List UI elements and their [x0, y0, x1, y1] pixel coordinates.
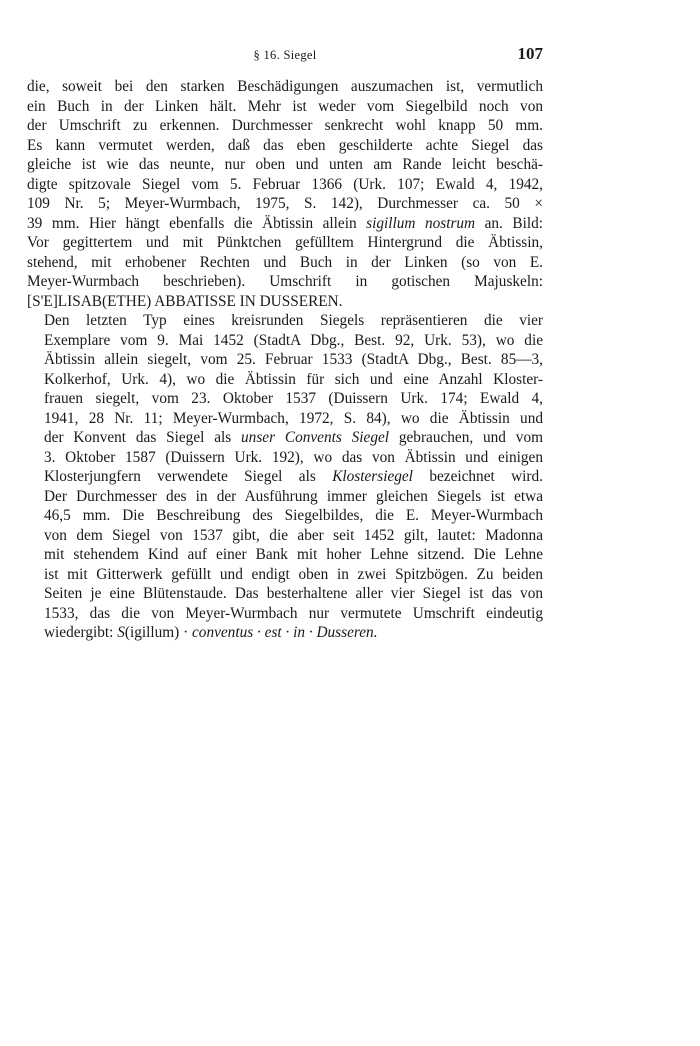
text-segment: Kolkerhof, Urk. 4), wo die Äbtissin für sich und eine Anzahl Kloster-	[44, 370, 543, 388]
text-line	[27, 428, 543, 448]
text-segment: Es kann vermutet werden, daß das eben geschilderte achte Siegel das	[27, 136, 543, 154]
text-segment: Der Durchmesser des in der Ausführung immer gleichen Siegels ist etwa	[44, 487, 543, 505]
text-line	[27, 155, 543, 175]
text-line	[27, 311, 543, 331]
text-line	[27, 604, 543, 624]
text-line	[27, 389, 543, 409]
text-line	[27, 584, 543, 604]
page-header	[27, 40, 543, 70]
text-line	[27, 292, 543, 312]
text-segment: 1941, 28 Nr. 11; Meyer-Wurmbach, 1972, S. 84), wo die Äbtissin und	[44, 409, 543, 427]
text-segment: Äbtissin allein siegelt, vom 25. Februar 1533 (StadtA Dbg., Best. 85—3,	[44, 351, 543, 368]
text-segment: die, soweit bei den starken Beschädigungen auszumachen ist, vermutlich	[27, 78, 543, 95]
text-segment: 109 Nr. 5; Meyer-Wurmbach, 1975, S. 142), Durchmesser ca. 50 ×	[27, 195, 543, 212]
italic-segment: Klostersiegel	[332, 468, 413, 485]
text-line	[27, 467, 543, 487]
text-line	[27, 565, 543, 585]
text-line	[27, 214, 543, 234]
text-segment: 39 mm. Hier hängt ebenfalls die Äbtissin allein	[27, 214, 367, 232]
paragraph	[27, 77, 543, 311]
text-line	[27, 350, 543, 370]
text-segment: mit stehendem Kind auf einer Bank mit hoher Lehne sitzend. Die Lehne	[44, 546, 543, 563]
text-line	[27, 233, 543, 253]
text-segment: gleiche ist wie das neunte, nur oben und unten am Rande leicht beschä-	[27, 156, 543, 173]
text-segment: wiedergibt:	[44, 624, 118, 641]
text-line	[27, 272, 543, 292]
text-line	[27, 370, 543, 390]
text-segment: Seiten je eine Blütenstaude. Das besterhaltene aller vier Siegel ist das von	[44, 585, 543, 602]
text-segment: an. Bild:	[475, 214, 543, 232]
text-line	[27, 136, 543, 156]
italic-segment: unser Convents Siegel	[241, 429, 390, 446]
text-segment: Meyer-Wurmbach beschrieben). Umschrift in gotischen Majuskeln:	[27, 273, 543, 290]
text-line	[27, 194, 543, 214]
text-segment: ein Buch in der Linken hält. Mehr ist weder vom Siegelbild noch von	[27, 97, 543, 115]
text-segment: bezeichnet wird.	[412, 468, 544, 485]
text-segment: [S'E]LISAB(ETHE) ABBATISSE IN DUSSEREN.	[27, 292, 343, 310]
running-title: § 16. Siegel	[253, 48, 317, 62]
text-line	[27, 448, 543, 468]
text-line	[27, 623, 543, 643]
italic-segment: sigillum nostrum	[366, 214, 476, 232]
text-segment: stehend, mit erhobener Rechten und Buch in der Linken (so von E.	[27, 253, 543, 271]
text-segment: ist mit Gitterwerk gefüllt und endigt oben in zwei Spitzbögen. Zu beiden	[44, 565, 543, 583]
text-segment: Vor gegittertem und mit Pünktchen gefülltem Hintergrund die Äbtissin,	[27, 234, 543, 251]
text-line	[27, 97, 543, 117]
italic-segment: S	[117, 624, 125, 641]
text-segment: der Umschrift zu erkennen. Durchmesser senkrecht wohl knapp 50 mm.	[27, 117, 543, 134]
text-line	[27, 116, 543, 136]
text-segment: der Konvent das Siegel als	[44, 429, 242, 446]
text-segment: von dem Siegel von 1537 gibt, die aber seit 1452 gilt, lautet: Madonna	[44, 526, 543, 544]
italic-segment: conventus · est · in · Dusseren.	[192, 624, 378, 641]
text-segment: Den letzten Typ eines kreisrunden Siegels repräsentieren die vier	[44, 312, 543, 329]
text-segment: 1533, das die von Meyer-Wurmbach nur vermutete Umschrift eindeutig	[44, 604, 543, 622]
body-text	[27, 77, 543, 643]
text-line	[27, 175, 543, 195]
text-segment: frauen siegelt, vom 23. Oktober 1537 (Duissern Urk. 174; Ewald 4,	[44, 390, 543, 407]
text-line	[27, 331, 543, 351]
text-line	[27, 409, 543, 429]
text-segment: 46,5 mm. Die Beschreibung des Siegelbildes, die E. Meyer-Wurmbach	[44, 507, 543, 524]
text-segment: (igillum) ·	[124, 624, 193, 641]
text-segment: 3. Oktober 1587 (Duissern Urk. 192), wo das von Äbtissin und einigen	[44, 448, 543, 466]
text-line	[27, 545, 543, 565]
text-segment: digte spitzovale Siegel vom 5. Februar 1366 (Urk. 107; Ewald 4, 1942,	[27, 175, 543, 193]
paragraph	[27, 311, 543, 643]
page-number: 107	[517, 44, 543, 63]
text-segment: gebrauchen, und vom	[389, 429, 543, 446]
text-segment: Klosterjungfern verwendete Siegel als	[44, 468, 333, 485]
text-line	[27, 253, 543, 273]
text-segment: Exemplare vom 9. Mai 1452 (StadtA Dbg., Best. 92, Urk. 53), wo die	[44, 331, 543, 349]
text-line	[27, 77, 543, 97]
text-line	[27, 506, 543, 526]
text-line	[27, 526, 543, 546]
text-line	[27, 487, 543, 507]
